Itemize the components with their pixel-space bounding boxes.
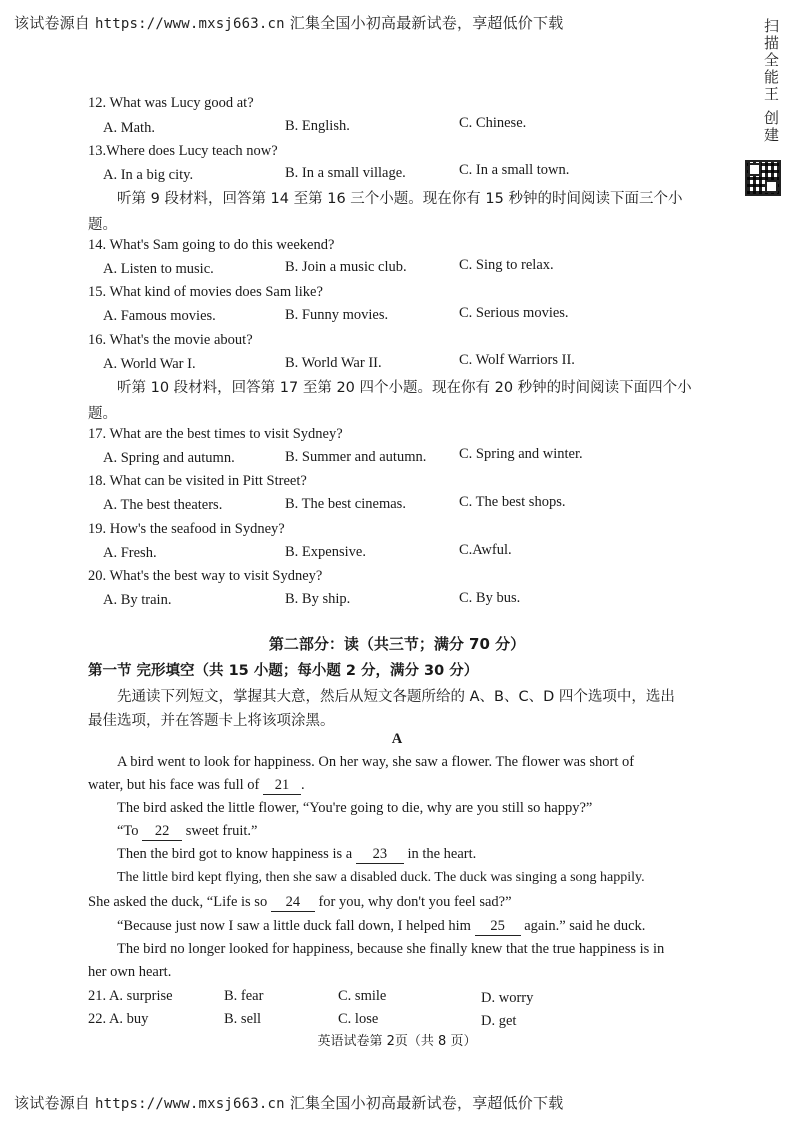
banner-url[interactable]: https://www.mxsj663.cn	[94, 16, 285, 32]
passage-text: sweet fruit.”	[185, 823, 258, 839]
instruction-para9-line2: 题。	[88, 217, 117, 233]
question-18: 18. What can be visited in Pitt Street?	[88, 473, 307, 489]
instruction-para10-line1: 听第 10 段材料，回答第 17 至第 20 四个小题。现在你有 20 秒钟的时间阅读下面四个小	[117, 380, 692, 396]
option-17-c: C. Spring and winter.	[459, 446, 583, 462]
option-12-a: A. Math.	[103, 120, 155, 136]
source-banner-bottom	[14, 1092, 563, 1113]
option-20-c: C. By bus.	[459, 590, 521, 606]
question-19: 19. How's the seafood in Sydney?	[88, 521, 285, 537]
choice-21-b: B. fear	[224, 988, 264, 1004]
section1-intro-line2: 最佳选项，并在答题卡上将该项涂黑。	[88, 713, 335, 729]
banner-prefix: 该试卷源自	[14, 14, 91, 32]
passage-text: .	[300, 777, 305, 793]
passage-text: “Because just now I saw a little duck fall down, I helped him	[117, 918, 471, 934]
passage-text: She asked the duck, “Life is so	[88, 894, 268, 910]
question-17: 17. What are the best times to visit Sydney?	[88, 426, 343, 442]
question-14: 14. What's Sam going to do this weekend?	[88, 237, 335, 253]
passage-line-6: The little bird kept flying, then she saw a disabled duck. The duck was singing a song happily.	[117, 870, 645, 885]
option-16-b: B. World War II.	[285, 355, 382, 371]
option-18-a: A. The best theaters.	[103, 497, 223, 513]
passage-line-1: A bird went to look for happiness. On her way, she saw a flower. The flower was short of	[117, 754, 635, 770]
choice-22-a: 22. A. buy	[88, 1011, 149, 1027]
passage-text: water, but his face was full of	[88, 777, 260, 793]
passage-line-10: her own heart.	[88, 964, 172, 980]
banner-suffix: 汇集全国小初高最新试卷，享超低价下载	[289, 1094, 564, 1112]
option-16-c: C. Wolf Warriors II.	[459, 352, 575, 368]
scanner-watermark: 扫描全能王 创建	[762, 18, 780, 144]
option-17-b: B. Summer and autumn.	[285, 449, 427, 465]
passage-text: again.” said he duck.	[524, 918, 646, 934]
option-15-a: A. Famous movies.	[103, 308, 216, 324]
passage-line-9: The bird no longer looked for happiness, because she finally knew that the true happiness is in	[117, 941, 665, 957]
choice-21-c: C. smile	[338, 988, 387, 1004]
question-12: 12. What was Lucy good at?	[88, 95, 254, 111]
question-20: 20. What's the best way to visit Sydney?	[88, 568, 323, 584]
option-13-c: C. In a small town.	[459, 162, 570, 178]
blank-21: 21	[263, 777, 301, 795]
option-17-a: A. Spring and autumn.	[103, 450, 235, 466]
option-12-b: B. English.	[285, 118, 350, 134]
choice-22-b: B. sell	[224, 1011, 262, 1027]
option-14-a: A. Listen to music.	[103, 261, 214, 277]
passage-text: in the heart.	[407, 846, 477, 862]
option-13-b: B. In a small village.	[285, 165, 406, 181]
choice-21-d: D. worry	[481, 990, 534, 1006]
source-banner-top	[14, 12, 563, 33]
passage-text: “To	[117, 823, 139, 839]
option-15-b: B. Funny movies.	[285, 307, 389, 323]
passage-line-2	[88, 777, 305, 795]
option-13-a: A. In a big city.	[103, 167, 194, 183]
part2-title: 第二部分：读（共三节；满分 70 分）	[268, 635, 526, 653]
option-14-b: B. Join a music club.	[285, 259, 407, 275]
banner-url[interactable]: https://www.mxsj663.cn	[94, 1096, 285, 1112]
passage-text: for you, why don't you feel sad?”	[318, 894, 512, 910]
banner-suffix: 汇集全国小初高最新试卷，享超低价下载	[289, 14, 564, 32]
option-20-a: A. By train.	[103, 592, 172, 608]
choice-21-a: 21. A. surprise	[88, 988, 173, 1004]
option-15-c: C. Serious movies.	[459, 305, 569, 321]
question-13: 13.Where does Lucy teach now?	[88, 143, 278, 159]
instruction-para9-line1: 听第 9 段材料，回答第 14 至第 16 三个小题。现在你有 15 秒钟的时间阅读下面三个小	[117, 191, 683, 207]
option-14-c: C. Sing to relax.	[459, 257, 554, 273]
option-20-b: B. By ship.	[285, 591, 351, 607]
passage-label: A	[391, 731, 403, 747]
page-footer: 英语试卷第 2页（共 8 页）	[317, 1034, 477, 1049]
passage-text: Then the bird got to know happiness is a	[117, 846, 353, 862]
option-19-a: A. Fresh.	[103, 545, 157, 561]
section1-title: 第一节 完形填空（共 15 小题；每小题 2 分，满分 30 分）	[88, 663, 479, 679]
option-18-c: C. The best shops.	[459, 494, 566, 510]
option-12-c: C. Chinese.	[459, 115, 527, 131]
banner-prefix: 该试卷源自	[14, 1094, 91, 1112]
option-19-c: C.Awful.	[459, 542, 512, 558]
blank-25: 25	[475, 918, 521, 936]
blank-23: 23	[356, 846, 404, 864]
section1-intro-line1: 先通读下列短文，掌握其大意，然后从短文各题所给的 A、B、C、D 四个选项中，选出	[117, 689, 675, 705]
passage-line-3: The bird asked the little flower, “You're going to die, why are you still so happy?”	[117, 800, 593, 816]
question-16: 16. What's the movie about?	[88, 332, 253, 348]
question-15: 15. What kind of movies does Sam like?	[88, 284, 323, 300]
passage-line-4	[117, 823, 257, 841]
blank-24: 24	[271, 894, 315, 912]
qr-code-icon	[745, 160, 781, 196]
passage-line-7	[88, 894, 512, 912]
choice-22-d: D. get	[481, 1013, 517, 1029]
passage-line-8	[117, 918, 645, 936]
choice-22-c: C. lose	[338, 1011, 379, 1027]
option-16-a: A. World War I.	[103, 356, 196, 372]
instruction-para10-line2: 题。	[88, 406, 117, 422]
blank-22: 22	[142, 823, 182, 841]
option-18-b: B. The best cinemas.	[285, 496, 406, 512]
passage-line-5	[117, 846, 476, 864]
option-19-b: B. Expensive.	[285, 544, 366, 560]
